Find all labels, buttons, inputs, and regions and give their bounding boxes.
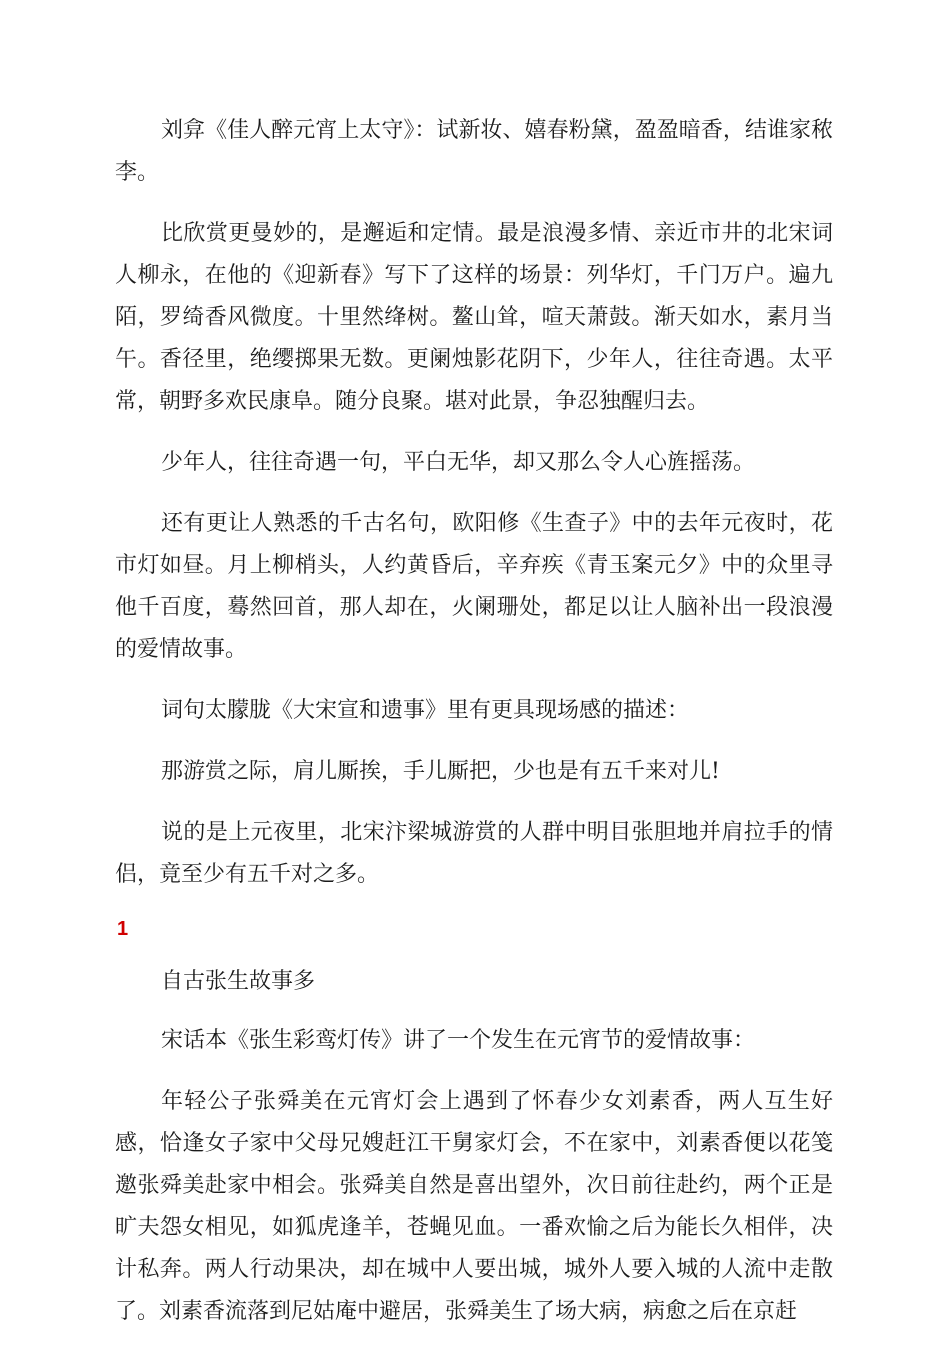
paragraph: 刘弇《佳人醉元宵上太守》：试新妆、嬉春粉黛，盈盈暗香，结谁家秾李。 — [115, 118, 833, 185]
paragraph: 宋话本《张生彩鸾灯传》讲了一个发生在元宵节的爱情故事： — [161, 1028, 756, 1053]
paragraph: 还有更让人熟悉的千古名句，欧阳修《生查子》中的去年元夜时，花市灯如昼。月上柳梢头，人约黄昏后，辛弃疾《青玉案元夕》中的众里寻他千百度，蓦然回首，那人却在，火阑珊处，都足以让人脑补出一段浪漫的爱情故事。 — [115, 511, 833, 662]
paragraph: 说的是上元夜里，北宋汴梁城游赏的人群中明目张胆地并肩拉手的情侣，竟至少有五千对之多。 — [115, 820, 833, 887]
paragraph: 比欣赏更曼妙的，是邂逅和定情。最是浪漫多情、亲近市井的北宋词人柳永，在他的《迎新春》写下了这样的场景：列华灯，千门万户。遍九陌，罗绮香风微度。十里然绛树。鳌山耸，喧天萧鼓。渐天如水，素月当午。香径里，绝缨掷果无数。更阑烛影花阴下，少年人，往往奇遇。太平常，朝野多欢民康阜。随分良聚。堪对此景，争忍独醒归去。 — [115, 221, 833, 414]
section-number: 1 — [117, 918, 129, 940]
paragraph: 那游赏之际，肩儿厮挨，手儿厮把，少也是有五千来对儿! — [161, 759, 720, 784]
paragraph: 年轻公子张舜美在元宵灯会上遇到了怀春少女刘素香，两人互生好感，恰逢女子家中父母兄嫂赶江干舅家灯会，不在家中，刘素香便以花笺邀张舜美赴家中相会。张舜美自然是喜出望外，次日前往赴约，两个正是旷夫怨女相见，如狐虎逢羊，苍蝇见血。一番欢愉之后为能长久相伴，决计私奔。两人行动果决，却在城中人要出城，城外人要入城的人流中走散了。刘素香流落到尼姑庵中避居，张舜美生了场大病，病愈之后在京赶 — [115, 1089, 833, 1324]
paragraph: 少年人，往往奇遇一句，平白无华，却又那么令人心旌摇荡。 — [161, 450, 756, 475]
paragraph: 词句太朦胧《大宋宣和遗事》里有更具现场感的描述： — [161, 698, 690, 723]
document-body — [115, 110, 833, 1352]
section-title: 自古张生故事多 — [161, 969, 316, 994]
